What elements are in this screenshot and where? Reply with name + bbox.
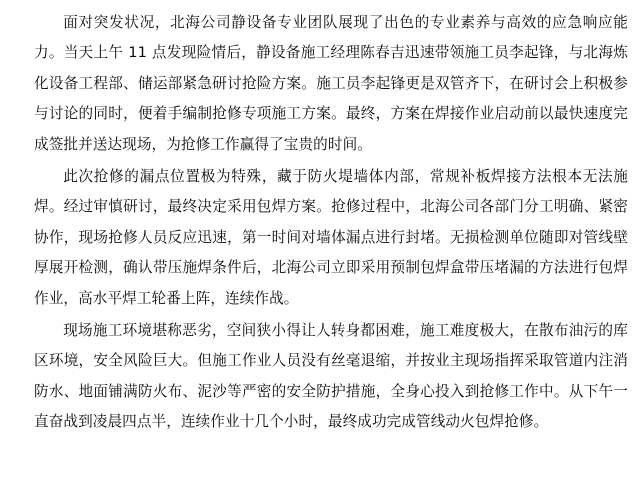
paragraph: 面对突发状况，北海公司静设备专业团队展现了出色的专业素养与高效的应急响应能力。当天上午 11 点发现险情后，静设备施工经理陈春吉迅速带领施工员李起锋，与北海炼化设备工程部、储运部紧急研讨抢险方案。施工员李起锋更是双管齐下，在研讨会上积极参与讨论的同时，便着手编制抢修专项施工方案。最终，方案在焊接作业启动前以最快速度完成签批并送达现场，为抢修工作赢得了宝贵的时间。	[34, 14, 628, 153]
paragraph: 此次抢修的漏点位置极为特殊，藏于防火堤墙体内部，常规补板焊接方法根本无法施焊。经过审慎研讨，最终决定采用包焊方案。抢修过程中，北海公司各部门分工明确、紧密协作，现场抢修人员反应迅速，第一时间对墙体漏点进行封堵。无损检测单位随即对管线壁厚展开检测，确认带压施焊条件后，北海公司立即采用预制包焊盒带压堵漏的方法进行包焊作业，高水平焊工轮番上阵，连续作战。	[34, 168, 628, 307]
paragraph: 现场施工环境堪称恶劣，空间狭小得让人转身都困难，施工难度极大，在散布油污的库区环境，安全风险巨大。但施工作业人员没有丝毫退缩，并按业主现场指挥采取管道内注消防水、地面铺满防火布、泥沙等严密的安全防护措施，全身心投入到抢修工作中。从下午一直奋战到凌晨四点半，连续作业十几个小时，最终成功完成管线动火包焊抢修。	[34, 322, 628, 431]
document-body	[34, 8, 628, 438]
